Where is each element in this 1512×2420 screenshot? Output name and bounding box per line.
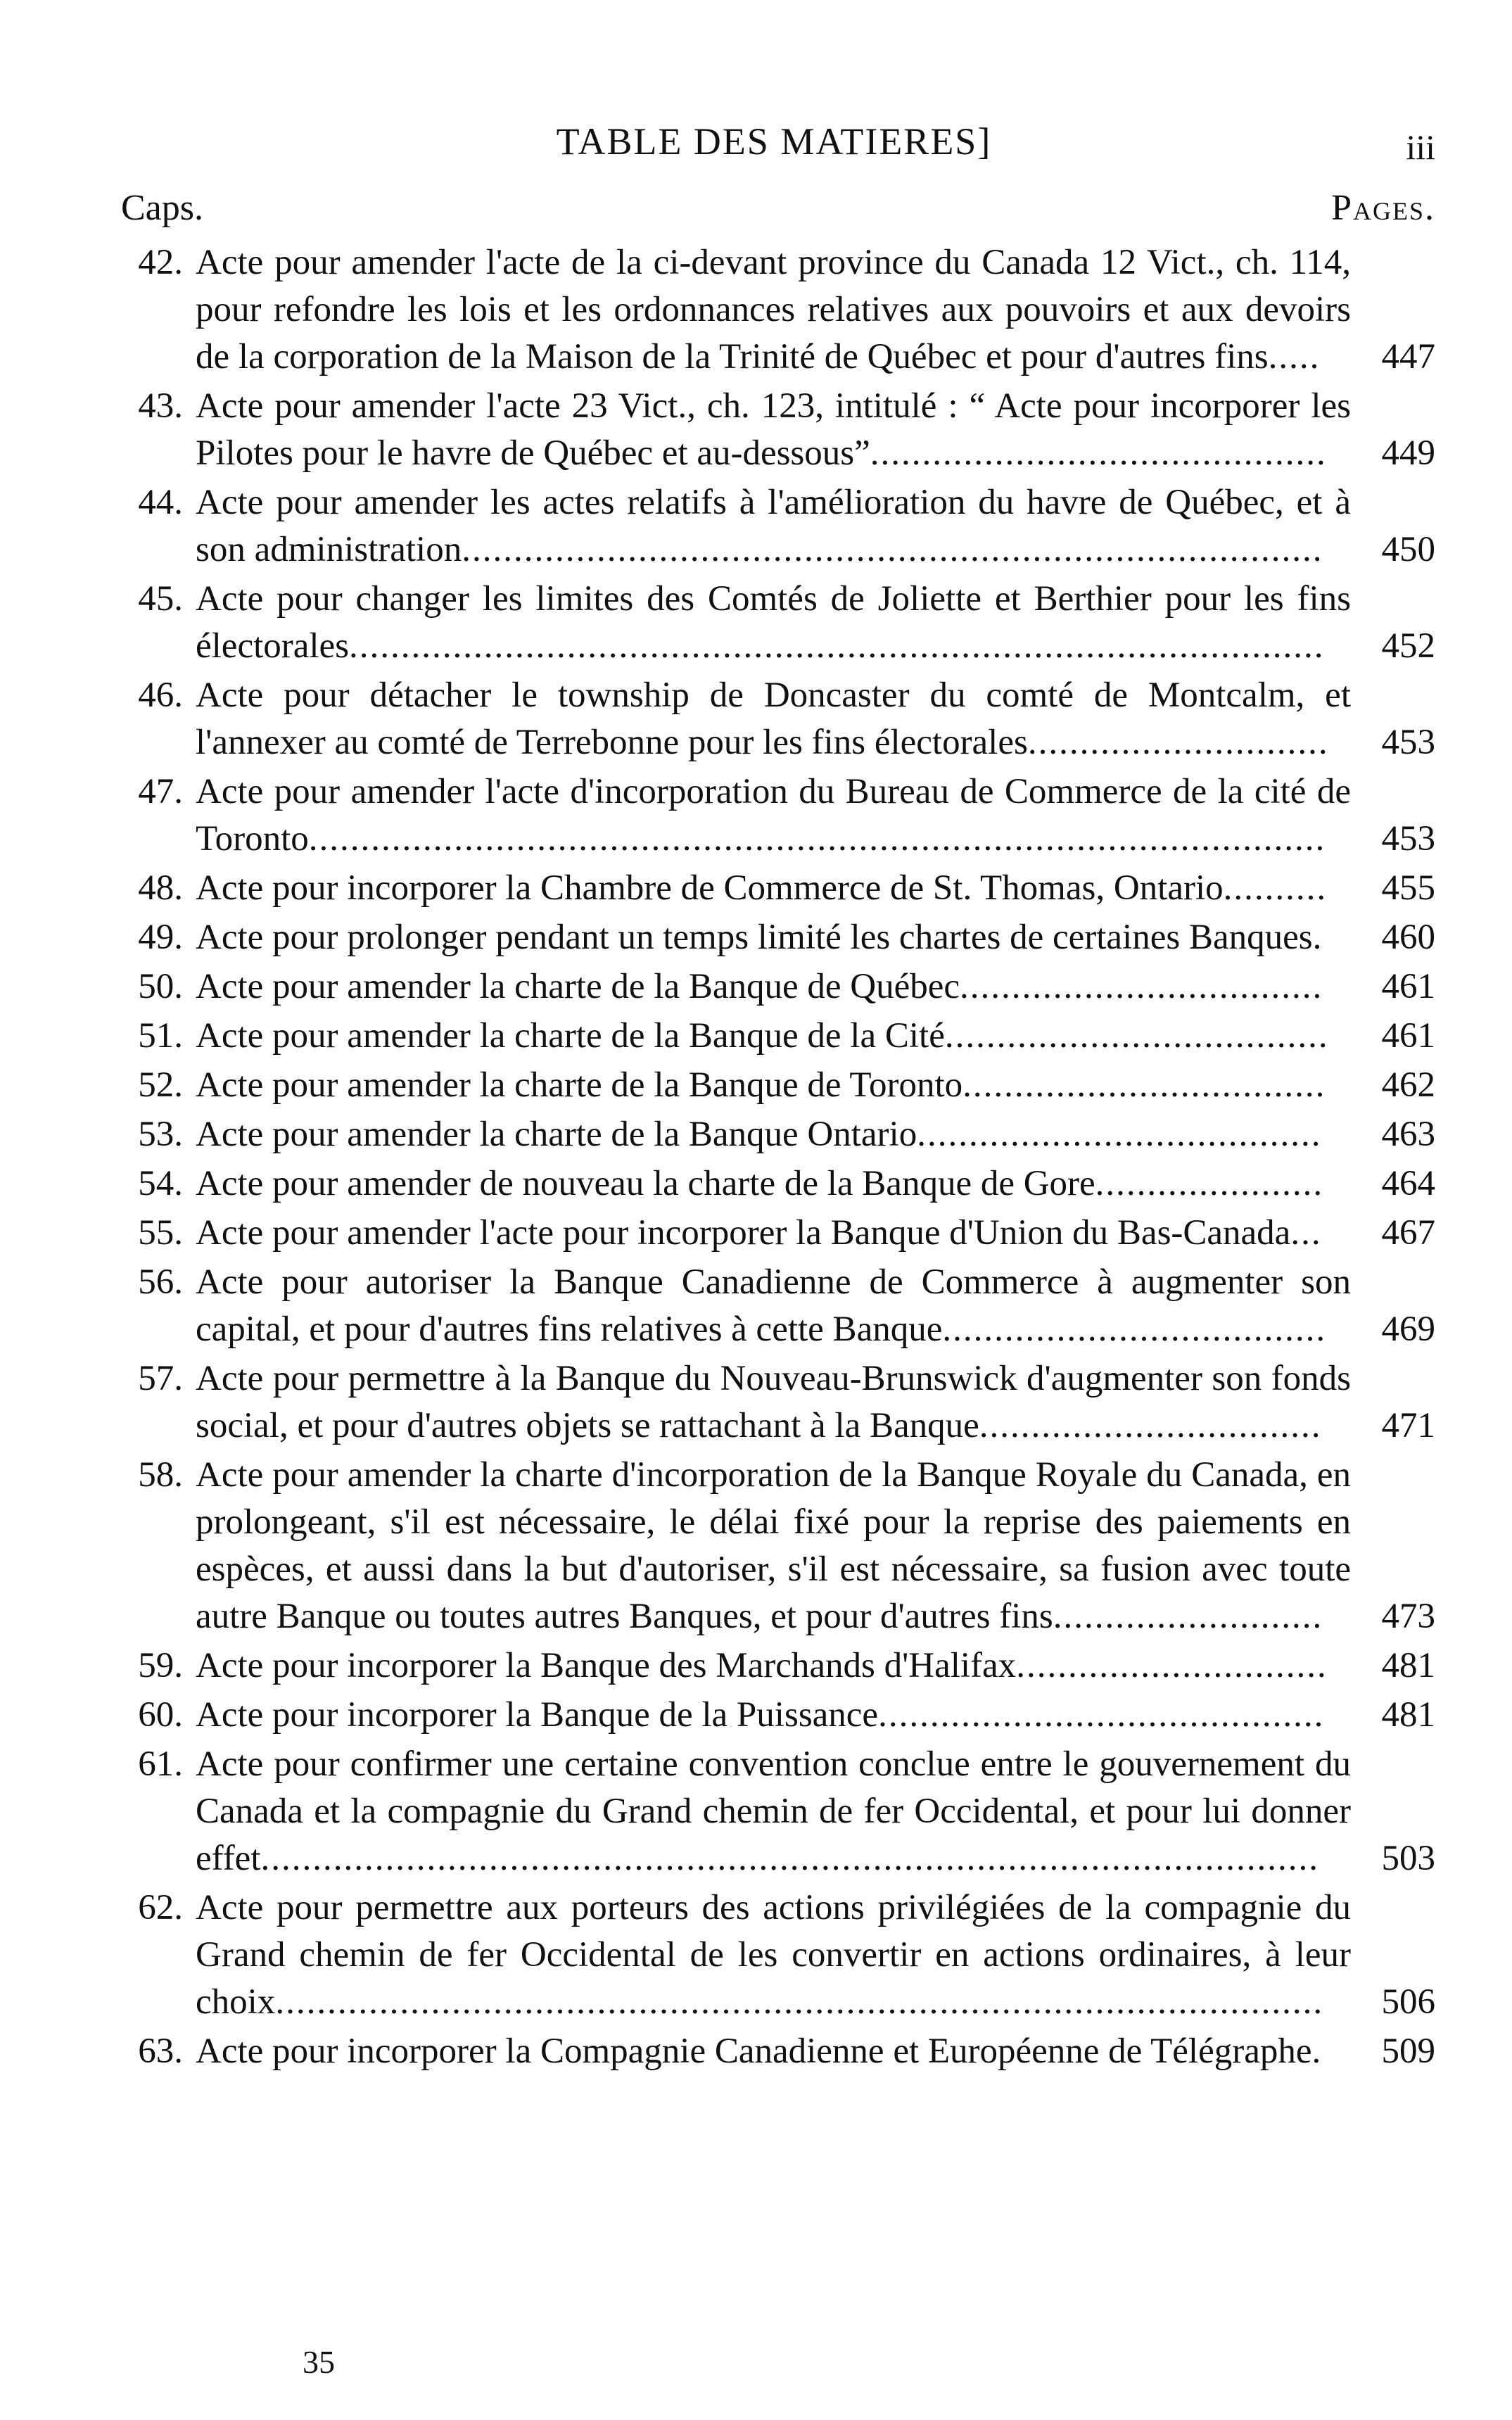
toc-page	[113, 106, 1435, 2077]
entry-title	[196, 1741, 1351, 1882]
entry-title	[196, 1259, 1351, 1353]
toc-entry	[113, 1355, 1435, 1450]
page-number: iii	[1406, 127, 1435, 167]
entry-title-text: Acte pour incorporer la Banque de la Puissance	[196, 1695, 879, 1735]
entry-number: 55.	[138, 1213, 183, 1253]
toc-entry	[113, 768, 1435, 863]
entry-number: 44.	[138, 483, 183, 522]
entry-title-text: Acte pour amender l'acte d'incorporation du Bureau de Commerce de la cité de Toronto	[196, 772, 1351, 859]
entry-number: 56.	[138, 1262, 183, 1302]
entry-number: 59.	[138, 1646, 183, 1685]
entry-title-text: Acte pour changer les limites des Comtés de Joliette et Berthier pour les fins électorales	[196, 579, 1351, 666]
toc-entry	[113, 672, 1435, 766]
entry-title-text: Acte pour autoriser la Banque Canadienne de Commerce à augmenter son capital, et pour d'autres fins relatives à cette Banque	[196, 1262, 1351, 1349]
toc-entry	[113, 2028, 1435, 2075]
entry-page-number: 509	[1381, 2032, 1435, 2071]
entry-title	[196, 1013, 1351, 1060]
entry-page-number: 471	[1381, 1406, 1435, 1445]
entry-title-text: Acte pour prolonger pendant un temps limité les chartes de certaines Banques	[196, 918, 1313, 957]
entry-number: 49.	[138, 918, 183, 957]
entry-title-text: Acte pour amender l'acte pour incorporer la Banque d'Union du Bas-Canada	[196, 1213, 1291, 1253]
entry-title-text: Acte pour amender les actes relatifs à l'amélioration du havre de Québec, et à son administration	[196, 483, 1351, 569]
toc-entry	[113, 1111, 1435, 1158]
entry-page-number: 449	[1381, 433, 1435, 473]
entry-number: 63.	[138, 2032, 183, 2071]
toc-entries	[113, 239, 1435, 2075]
entry-page-number: 453	[1381, 723, 1435, 762]
entry-title	[196, 768, 1351, 863]
entry-title	[196, 1692, 1351, 1739]
entry-number: 47.	[138, 772, 183, 811]
entry-title-text: Acte pour amender l'acte 23 Vict., ch. 123, intitulé : “ Acte pour incorporer les Pilotes pour le havre de Québec et au-dessous”	[196, 386, 1351, 473]
toc-entry	[113, 1013, 1435, 1060]
entry-title	[196, 383, 1351, 477]
entry-title	[196, 576, 1351, 670]
toc-entry	[113, 1692, 1435, 1739]
entry-title	[196, 1062, 1351, 1109]
toc-entry	[113, 1259, 1435, 1353]
entry-title-text: Acte pour amender l'acte de la ci-devant province du Canada 12 Vict., ch. 114, pour refondre les lois et les ordonnances relatives aux pouvoirs et aux devoirs de la corporation de la Maison de la Trinité de Québec et pour d'autres fins	[196, 243, 1351, 376]
entry-page-number: 461	[1381, 1016, 1435, 1056]
dot-leader: .......................................	[917, 1115, 1322, 1154]
entry-number: 51.	[138, 1016, 183, 1056]
dot-leader: ...................................	[963, 1065, 1326, 1105]
entry-page-number: 462	[1381, 1065, 1435, 1105]
dot-leader: .............................	[1027, 723, 1329, 762]
entry-title-text: Acte pour amender la charte de la Banque de Québec	[196, 967, 960, 1006]
dot-leader: ...................................................................................	[462, 530, 1323, 569]
entry-title	[196, 1884, 1351, 2026]
entry-number: 61.	[138, 1744, 183, 1784]
entry-title-text: Acte pour amender de nouveau la charte de la Banque de Gore	[196, 1164, 1095, 1203]
toc-entry	[113, 576, 1435, 670]
column-headings	[113, 183, 1435, 239]
entry-page-number: 481	[1381, 1646, 1435, 1685]
entry-title	[196, 1210, 1351, 1257]
caps-heading: Caps.	[121, 188, 203, 228]
entry-title-text: Acte pour amender la charte de la Banque de Toronto	[196, 1065, 963, 1105]
dot-leader: ......................................................................................................	[260, 1839, 1319, 1878]
entry-title	[196, 239, 1351, 381]
toc-entry	[113, 914, 1435, 961]
entry-page-number: 503	[1381, 1839, 1435, 1878]
entry-number: 57.	[138, 1359, 183, 1398]
dot-leader: ...........................................	[878, 1695, 1325, 1735]
signature-mark: 35	[303, 2344, 335, 2380]
entry-title	[196, 1642, 1351, 1690]
entry-title	[196, 672, 1351, 766]
dot-leader: ..............................	[1016, 1646, 1328, 1685]
entry-title-text: Acte pour permettre à la Banque du Nouveau-Brunswick d'augmenter son fonds social, et pour d'autres objets se rattachant à la Banque	[196, 1359, 1351, 1445]
entry-title	[196, 1160, 1351, 1208]
entry-title-text: Acte pour incorporer la Chambre de Commerce de St. Thomas, Ontario	[196, 868, 1224, 908]
dot-leader: ...................................	[960, 967, 1323, 1006]
dot-leader: ...	[1290, 1213, 1322, 1253]
entry-title-text: Acte pour incorporer la Compagnie Canadienne et Européenne de Télégraphe	[196, 2032, 1312, 2071]
dot-leader: .	[1311, 2032, 1323, 2071]
toc-entry	[113, 1210, 1435, 1257]
entry-number: 58.	[138, 1455, 183, 1495]
entry-title-text: Acte pour détacher le township de Doncaster du comté de Montcalm, et l'annexer au comté de Terrebonne pour les fins électorales	[196, 676, 1351, 762]
entry-number: 42.	[138, 243, 183, 282]
dot-leader: ............................................	[870, 433, 1327, 473]
entry-number: 48.	[138, 868, 183, 908]
toc-entry	[113, 865, 1435, 912]
entry-title-text: Acte pour permettre aux porteurs des actions privilégiées de la compagnie du Grand chemin de fer Occidental de les convertir en actions ordinaires, à leur choix	[196, 1888, 1351, 2022]
entry-page-number: 506	[1381, 1982, 1435, 2022]
entry-number: 50.	[138, 967, 183, 1006]
entry-title-text: Acte pour amender la charte de la Banque de la Cité	[196, 1016, 945, 1056]
dot-leader: ..........	[1223, 868, 1328, 908]
entry-page-number: 460	[1381, 918, 1435, 957]
toc-entry	[113, 1452, 1435, 1640]
toc-entry	[113, 963, 1435, 1011]
entry-title	[196, 1111, 1351, 1158]
pages-heading: Pages.	[1331, 188, 1435, 228]
entry-number: 53.	[138, 1115, 183, 1154]
entry-title	[196, 2028, 1351, 2075]
toc-entry	[113, 1884, 1435, 2026]
entry-title-text: Acte pour amender la charte de la Banque Ontario	[196, 1115, 917, 1154]
entry-number: 46.	[138, 676, 183, 715]
entry-page-number: 481	[1381, 1695, 1435, 1735]
entry-title	[196, 914, 1351, 961]
entry-title-text: Acte pour confirmer une certaine convention conclue entre le gouvernement du Canada et la compagnie du Grand chemin de fer Occidental, et pour lui donner effet	[196, 1744, 1351, 1878]
toc-entry	[113, 383, 1435, 477]
entry-page-number: 447	[1381, 337, 1435, 376]
entry-title-text: Acte pour amender la charte d'incorporation de la Banque Royale du Canada, en prolongeant, s'il est nécessaire, le délai fixé pour la reprise des paiements en espèces, et aussi dans la but d'autoriser, s'il est nécessaire, sa fusion avec toute autre Banque ou toutes autres Banques, et pour d'autres fins	[196, 1455, 1351, 1636]
entry-title	[196, 865, 1351, 912]
dot-leader: ..................................................................................................	[308, 819, 1326, 859]
toc-entry	[113, 1642, 1435, 1690]
entry-title-text: Acte pour incorporer la Banque des Marchands d'Halifax	[196, 1646, 1017, 1685]
entry-number: 54.	[138, 1164, 183, 1203]
dot-leader: ......................	[1095, 1164, 1324, 1203]
dot-leader: .....................................	[944, 1016, 1329, 1056]
entry-page-number: 455	[1381, 868, 1435, 908]
running-title: TABLE DES MATIERES]	[556, 120, 992, 163]
entry-title	[196, 1355, 1351, 1450]
entry-title	[196, 479, 1351, 574]
toc-entry	[113, 479, 1435, 574]
toc-entry	[113, 1741, 1435, 1882]
dot-leader: .....	[1268, 337, 1321, 376]
entry-title	[196, 1452, 1351, 1640]
entry-page-number: 464	[1381, 1164, 1435, 1203]
entry-title	[196, 963, 1351, 1011]
entry-page-number: 463	[1381, 1115, 1435, 1154]
dot-leader: .....................................................................................................	[275, 1982, 1324, 2022]
entry-page-number: 467	[1381, 1213, 1435, 1253]
entry-number: 45.	[138, 579, 183, 619]
entry-number: 52.	[138, 1065, 183, 1105]
toc-entry	[113, 1160, 1435, 1208]
dot-leader: ..............................................................................................	[349, 626, 1325, 666]
entry-number: 62.	[138, 1888, 183, 1927]
toc-entry	[113, 239, 1435, 381]
entry-number: 43.	[138, 386, 183, 426]
dot-leader: .....................................	[942, 1310, 1327, 1349]
entry-number: 60.	[138, 1695, 183, 1735]
dot-leader: .................................	[979, 1406, 1322, 1445]
dot-leader: ..........................	[1053, 1597, 1323, 1636]
entry-page-number: 469	[1381, 1310, 1435, 1349]
entry-page-number: 450	[1381, 530, 1435, 569]
running-head	[113, 106, 1435, 183]
dot-leader: .	[1312, 918, 1323, 957]
entry-page-number: 452	[1381, 626, 1435, 666]
toc-entry	[113, 1062, 1435, 1109]
entry-page-number: 461	[1381, 967, 1435, 1006]
entry-page-number: 453	[1381, 819, 1435, 859]
entry-page-number: 473	[1381, 1597, 1435, 1636]
